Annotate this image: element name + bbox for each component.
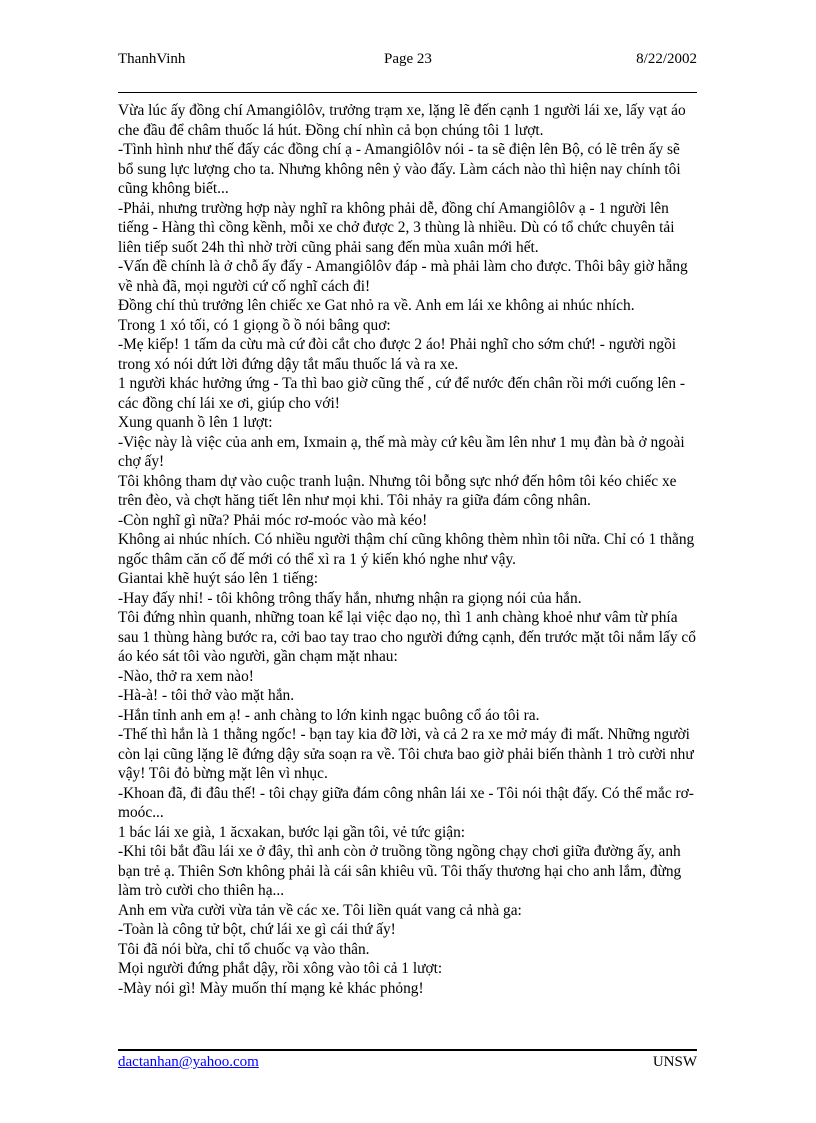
paragraph: -Hay đấy nhỉ! - tôi không trông thấy hắn, nhưng nhận ra giọng nói của hắn. — [118, 589, 582, 607]
paragraph: -Mẹ kiếp! 1 tấm da cừu mà cứ đòi cắt cho được 2 áo! Phải nghĩ cho sớm chứ! - người ngồi trong xó nói dứt lời đứng dậy tắt mẩu thuốc lá và ra xe. — [118, 336, 677, 373]
paragraph: Vừa lúc ấy đồng chí Amangiôlôv, trưởng trạm xe, lặng lẽ đến cạnh 1 người lái xe, lấy vạt áo che đầu để châm thuốc lá hút. Đồng chí nhìn cả bọn chúng tôi 1 lượt. — [118, 102, 686, 139]
paragraph: Xung quanh ồ lên 1 lượt: — [118, 414, 273, 431]
paragraph: -Hắn tỉnh anh em ạ! - anh chàng to lớn kinh ngạc buông cổ áo tôi ra. — [118, 706, 540, 724]
paragraph: 1 bác lái xe già, 1 ăcxakan, bước lại gần tôi, vẻ tức giận: — [118, 823, 466, 841]
paragraph: Đồng chí thủ trưởng lên chiếc xe Gat nhỏ ra về. Anh em lái xe không ai nhúc nhích. — [118, 297, 635, 314]
paragraph: -Phải, nhưng trường hợp này nghĩ ra không phải dễ, đồng chí Amangiôlôv ạ - 1 người lên tiếng - Hàng thì cồng kềnh, mỗi xe chở được 2, 3 thùng là nhiều. Dù có tổ chức chuyên tải liên tiếp suốt 24h thì nhờ trời cũng phải sang đến mùa xuân mới hết. — [118, 199, 675, 256]
footer-org: UNSW — [652, 1054, 697, 1070]
paragraph: Giantai khẽ huýt sáo lên 1 tiếng: — [118, 570, 319, 587]
paragraph: -Còn nghĩ gì nữa? Phải móc rơ-moóc vào mà kéo! — [118, 511, 428, 529]
paragraph: -Tình hình như thế đấy các đồng chí ạ - Amangiôlôv nói - ta sẽ điện lên Bộ, có lẽ trên ấy sẽ bổ sung lực lượng cho ta. Nhưng không nên ỷ vào đấy. Làm cách nào thì hiện nay chính tôi cũng không biết... — [118, 141, 681, 197]
paragraph: -Thế thì hắn là 1 thằng ngốc! - bạn tay kia đỡ lời, và cả 2 ra xe mở máy đi mất. Những người còn lại cũng lặng lẽ đứng dậy sửa soạn ra về. Tôi chưa bao giờ phải biến thành 1 trò cười như vậy! Tôi đỏ bừng mặt lên vì nhục. — [118, 726, 694, 782]
document-body — [118, 101, 697, 998]
page-footer — [118, 1054, 697, 1074]
paragraph: -Vấn đề chính là ở chỗ ấy đấy - Amangiôlôv đáp - mà phải làm cho được. Thôi bây giờ hẵng về nhà đã, mọi người cứ cố nghĩ cách đi! — [118, 258, 688, 295]
paragraph: Trong 1 xó tối, có 1 giọng ồ ồ nói bâng quơ: — [118, 316, 391, 334]
header-author: ThanhVinh — [118, 51, 186, 67]
paragraph: Tôi đã nói bừa, chỉ tổ chuốc vạ vào thân. — [118, 940, 370, 958]
footer-rule — [118, 1049, 697, 1051]
paragraph: -Nào, thở ra xem nào! — [118, 667, 254, 685]
paragraph: Anh em vừa cười vừa tản về các xe. Tôi liền quát vang cả nhà ga: — [118, 901, 522, 919]
paragraph: Tôi đứng nhìn quanh, những toan kể lại việc dạo nọ, thì 1 anh chàng khoẻ như vâm từ phía sau 1 thùng hàng bước ra, cởi bao tay trao cho người đứng cạnh, đến trước mặt tôi nắm lấy cổ áo kéo sát tôi vào người, gần chạm mặt nhau: — [118, 609, 696, 665]
header-date: 8/22/2002 — [636, 51, 697, 67]
paragraph: 1 người khác hưởng ứng - Ta thì bao giờ cũng thế , cứ để nước đến chân rồi mới cuống lên - các đồng chí lái xe ơi, giúp cho với! — [118, 375, 685, 412]
paragraph: -Hà-à! - tôi thở vào mặt hắn. — [118, 687, 295, 704]
paragraph: -Khoan đã, đi đâu thế! - tôi chạy giữa đám công nhân lái xe - Tôi nói thật đấy. Có thể mắc rơ-moóc... — [118, 784, 694, 821]
paragraph: Mọi người đứng phắt dậy, rồi xông vào tôi cả 1 lượt: — [118, 960, 443, 977]
header-rule — [118, 92, 697, 93]
page-header — [118, 51, 697, 71]
footer-email-link[interactable]: dactanhan@yahoo.com — [118, 1054, 259, 1070]
paragraph: -Mày nói gì! Mày muốn thí mạng kẻ khác phỏng! — [118, 979, 424, 997]
paragraph: -Việc này là việc của anh em, Ixmain ạ, thế mà mày cứ kêu ầm lên như 1 mụ đàn bà ở ngoài chợ ấy! — [118, 433, 685, 470]
paragraph: -Khi tôi bắt đầu lái xe ở đây, thì anh còn ở truồng tồng ngồng chạy chơi giữa đường ấy, anh bạn trẻ ạ. Thiên Sơn không phải là cái sân khiêu vũ. Tôi thấy thương hại cho anh lắm, đừng làm trò cười cho thiên hạ... — [118, 843, 682, 899]
paragraph: -Toàn là công tử bột, chứ lái xe gì cái thứ ấy! — [118, 921, 396, 938]
header-page-number: Page 23 — [384, 51, 432, 67]
paragraph: Tôi không tham dự vào cuộc tranh luận. Nhưng tôi bỗng sực nhớ đến hôm tôi kéo chiếc xe trên đèo, và chợt hăng tiết lên như mọi khi. Tôi nhảy ra giữa đám công nhân. — [118, 472, 677, 509]
paragraph: Không ai nhúc nhích. Có nhiều người thậm chí cũng không thèm nhìn tôi nữa. Chỉ có 1 thằng ngốc thâm căn cố đế mới có thể xì ra 1 ý kiến khó nghe như vậy. — [118, 531, 695, 568]
